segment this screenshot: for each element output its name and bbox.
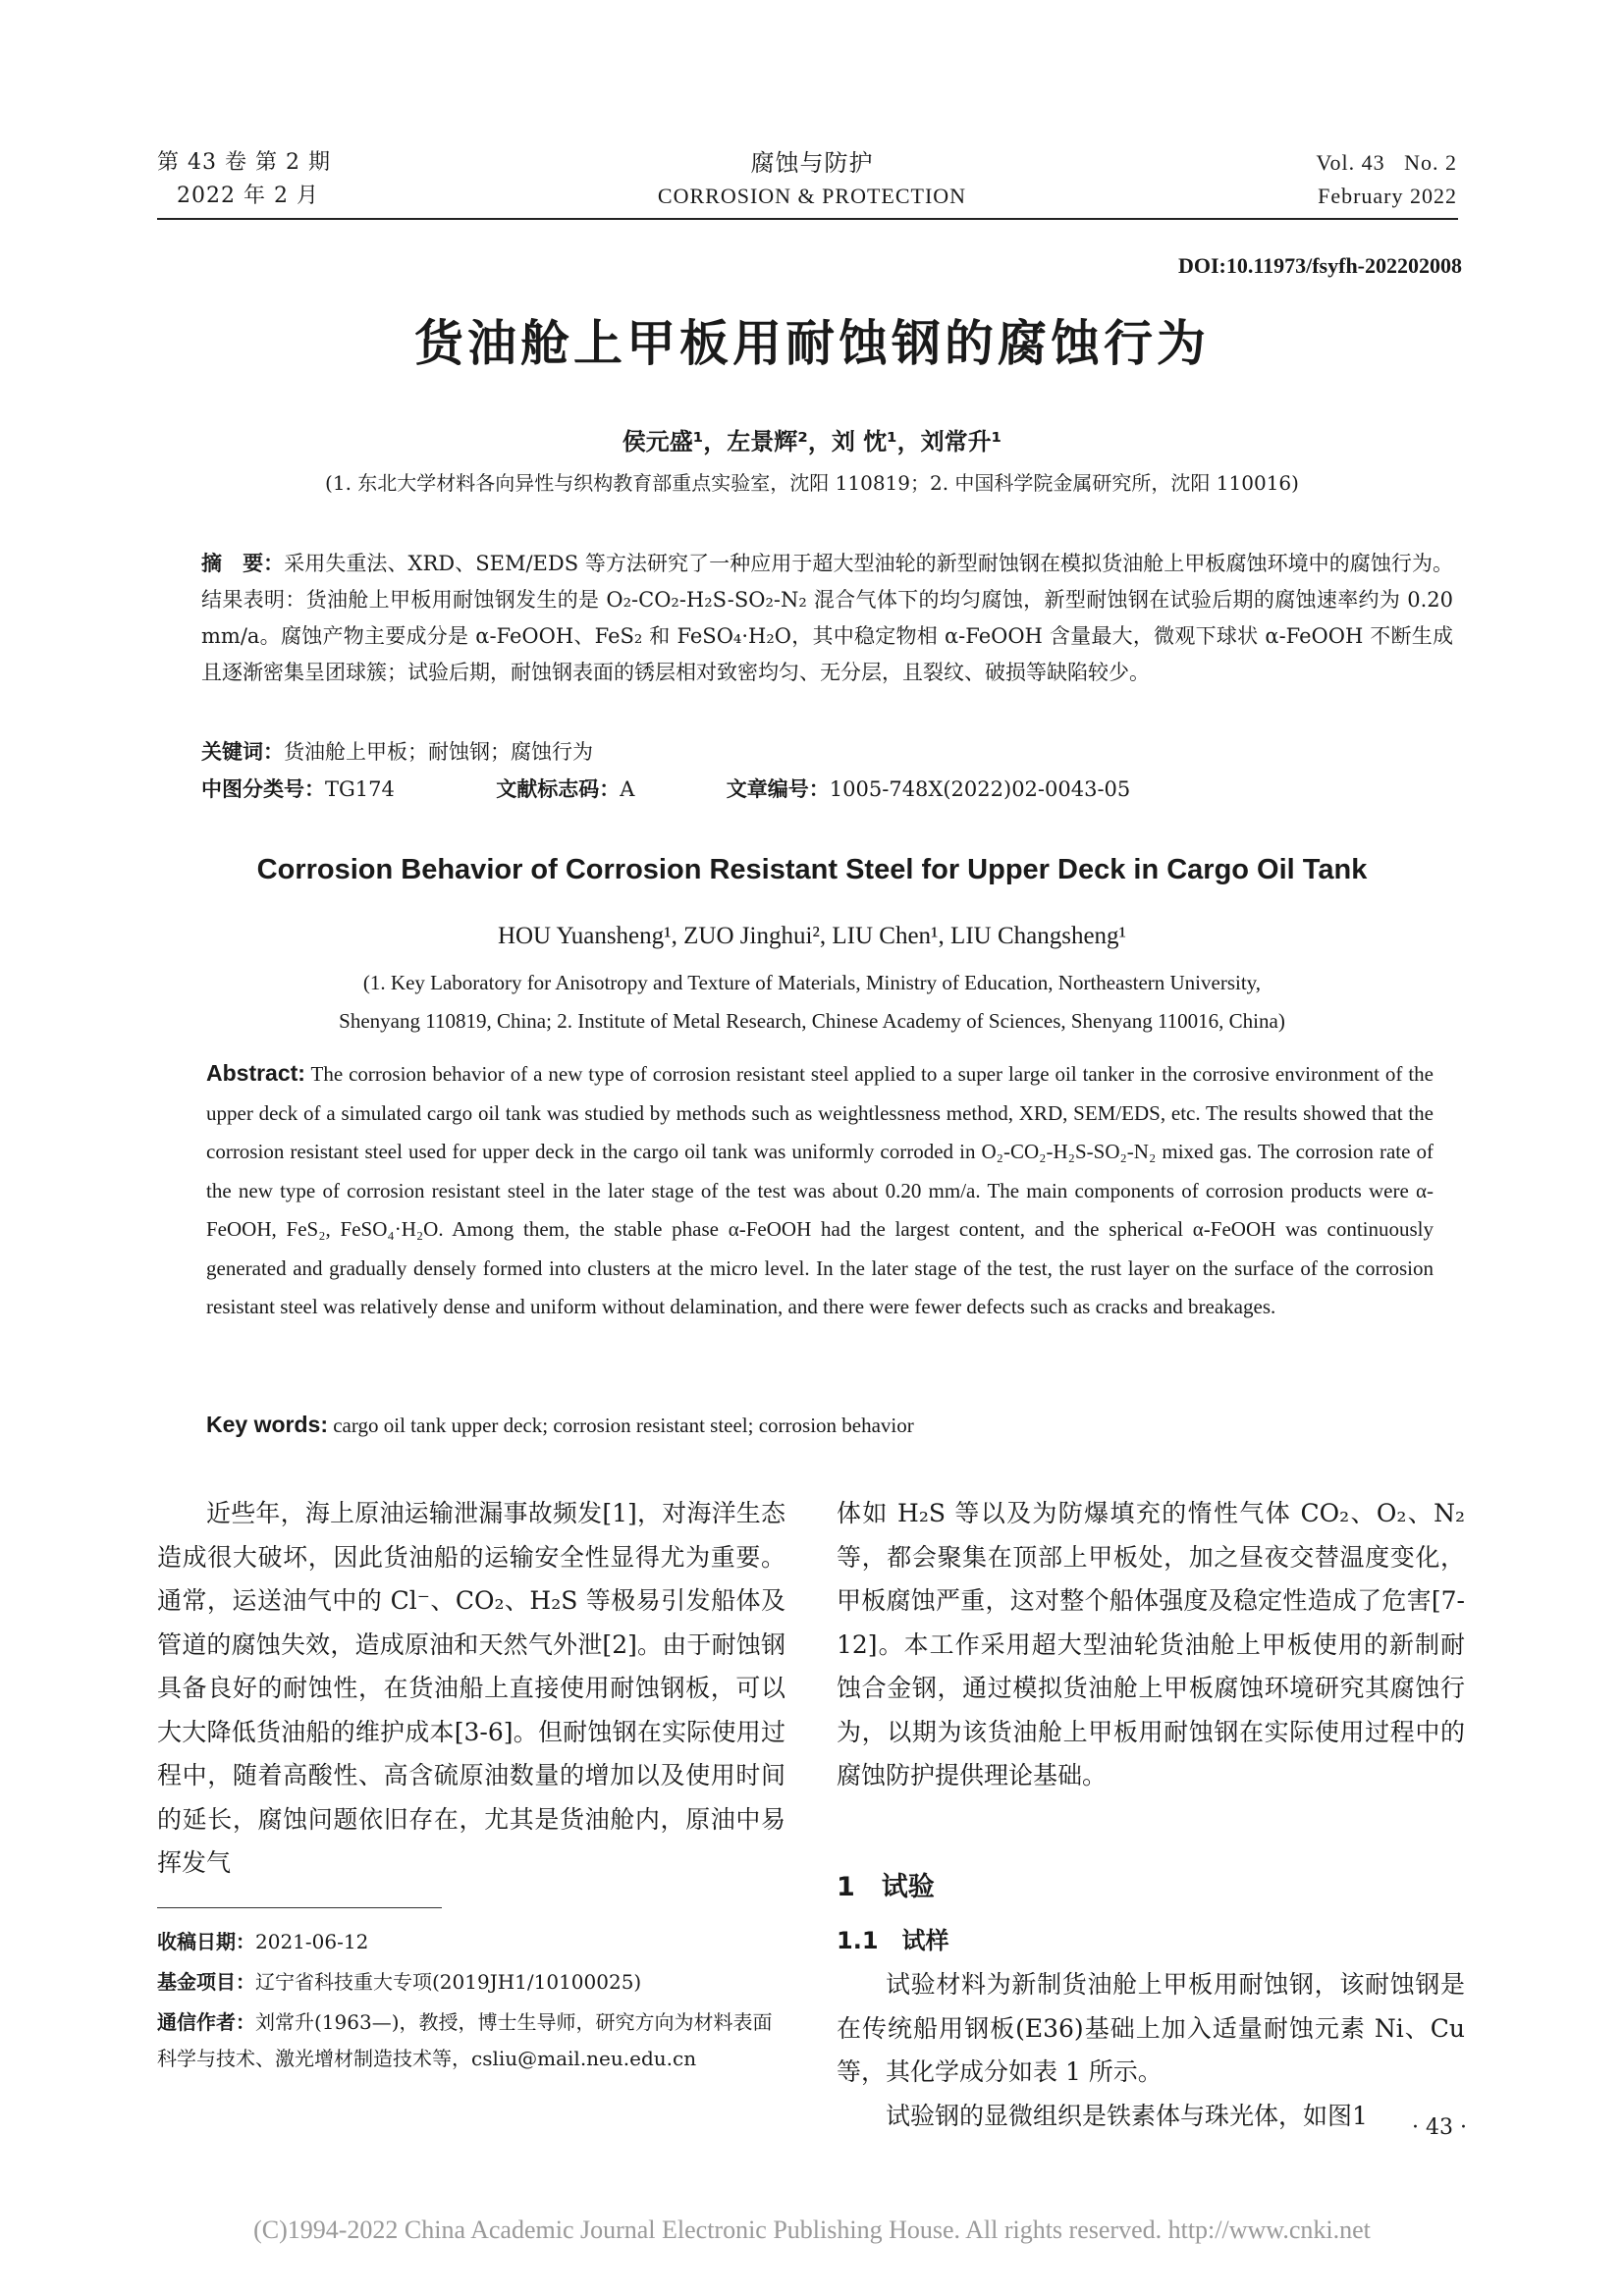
intro-paragraph-2: 体如 H₂S 等以及为防爆填充的惰性气体 CO₂、O₂、N₂ 等，都会聚集在顶部上甲板处，加之昼夜交替温度变化，甲板腐蚀严重，这对整个船体强度及稳定性造成了危害[7-12]。本工作采用超大型油轮货油舱上甲板使用的新制耐蚀合金钢，通过模拟货油舱上甲板腐蚀环境研究其腐蚀行为，以期为该货油舱上甲板用耐蚀钢在实际使用过程中的腐蚀防护提供理论基础。 [837,1499,1465,1789]
keywords-cn-label: 关键词： [201,740,284,764]
doc-code-label: 文献标志码： [496,777,621,801]
body-right-column [837,1492,1465,1798]
article-id-label: 文章编号： [726,777,830,801]
intro-paragraph-1: 近些年，海上原油运输泄漏事故频发[1]，对海洋生态造成很大破坏，因此货油船的运输安全性显得尤为重要。通常，运送油气中的 Cl⁻、CO₂、H₂S 等极易引发船体及管道的腐蚀失效，造成原油和天然气外泄[2]。由于耐蚀钢具备良好的耐蚀性，在货油船上直接使用耐蚀钢板，可以大大降低货油船的维护成本[3-6]。但耐蚀钢在实际使用过程中，随着高酸性、高含硫原油数量的增加以及使用时间的延长，腐蚀问题依旧存在，尤其是货油舱内，原油中易挥发气 [157,1499,785,1877]
abstract-en-text: The corrosion behavior of a new type of corrosion resistant steel applied to a super large oil tanker in the corrosive environment of the upper deck of a simulated cargo oil tank was studied by methods such as weightlessness method, XRD, SEM/EDS, etc. The results showed that the corrosion resistant steel used for upper deck in the cargo oil tank was uniformly corroded in O₂-CO₂-H₂S-SO₂-N₂ mixed gas. The corrosion rate of the new type of corrosion resistant steel in the later stage of the test was about 0.20 mm/a. The main components of corrosion products were α-FeOOH, FeS₂, FeSO₄·H₂O. Among them, the stable phase α-FeOOH had the largest content, and the spherical α-FeOOH was continuously generated and gradually densely formed into clusters at the micro level. In the later stage of the test, the rust layer on the surface of the corrosion resistant steel was relatively dense and uniform without delamination, and there were fewer defects such as cracks and breakages. [206,1062,1434,1318]
keywords-cn [201,734,1453,771]
classification [201,774,1453,803]
corresponding-label: 通信作者： [157,2010,255,2034]
footnote-received [157,1924,785,1960]
keywords-en [206,1406,1434,1446]
clc-label: 中图分类号： [201,777,325,801]
affiliation-en-line1: (1. Key Laboratory for Anisotropy and Texture of Materials, Ministry of Education, Northeastern University, [362,971,1262,994]
abstract-cn [201,546,1453,691]
specimen-text [837,1963,1465,2138]
body-left-column [157,1492,785,1886]
specimen-paragraph-2: 试验钢的显微组织是铁素体与珠光体，如图1 [886,2101,1368,2130]
authors-en: HOU Yuansheng¹, ZUO Jinghui², LIU Chen¹, LIU Changsheng¹ [497,923,1127,949]
authors-cn: 侯元盛¹，左景辉²，刘 忱¹，刘常升¹ [622,428,1002,455]
journal-volume: Vol. 43 No. 2 [1316,150,1457,175]
doi: DOI:10.11973/fsyfh-202202008 [1177,253,1462,278]
article-id-value: 1005-748X(2022)02-0043-05 [829,777,1131,801]
paper-title-en: Corrosion Behavior of Corrosion Resistant Steel for Upper Deck in Cargo Oil Tank [256,854,1368,885]
paper-title-cn: 货油舱上甲板用耐蚀钢的腐蚀行为 [414,315,1210,372]
keywords-en-text: cargo oil tank upper deck; corrosion resistant steel; corrosion behavior [327,1414,914,1437]
abstract-cn-label: 摘 要： [201,552,285,575]
abstract-en [206,1054,1434,1327]
section-1-1-heading: 1.1 试样 [837,1927,949,1954]
journal-name-en: CORROSION & PROTECTION [657,184,967,208]
abstract-cn-text: 采用失重法、XRD、SEM/EDS 等方法研究了一种应用于超大型油轮的新型耐蚀钢在模拟货油舱上甲板腐蚀环境中的腐蚀行为。结果表明：货油舱上甲板用耐蚀钢发生的是 O₂-CO₂-H₂S-SO₂-N₂ 混合气体下的均匀腐蚀，新型耐蚀钢在试验后期的腐蚀速率约为 0.20 mm/a。腐蚀产物主要成分是 α-FeOOH、FeS₂ 和 FeSO₄·H₂O，其中稳定物相 α-FeOOH 含量最大，微观下球状 α-FeOOH 不断生成且逐渐密集呈团球簇；试验后期，耐蚀钢表面的锈层相对致密均匀、无分层，且裂纹、破损等缺陷较少。 [201,552,1453,684]
affiliation-cn: (1. 东北大学材料各向异性与织构教育部重点实验室，沈阳 110819；2. 中国科学院金属研究所，沈阳 110016) [325,471,1299,495]
received-value: 2021-06-12 [255,1930,369,1953]
affiliation-en-line2: Shenyang 110819, China; 2. Institute of Metal Research, Chinese Academy of Sciences, Shenyang 110016, China) [339,1009,1285,1033]
keywords-cn-text: 货油舱上甲板；耐蚀钢；腐蚀行为 [284,740,593,764]
fund-label: 基金项目： [157,1970,255,1994]
doc-code-value: A [620,777,635,801]
keywords-en-label: Key words: [206,1412,328,1437]
journal-issue: 第 43 卷 第 2 期 [157,150,331,175]
corresponding-value: 刘常升(1963—)，教授，博士生导师，研究方向为材料表面科学与技术、激光增材制造技术等，csliu@mail.neu.edu.cn [157,2010,773,2070]
received-label: 收稿日期： [157,1930,255,1953]
footnote-corresponding [157,2004,785,2077]
specimen-paragraph-1: 试验材料为新制货油舱上甲板用耐蚀钢，该耐蚀钢是在传统船用钢板(E36)基础上加入适量耐蚀元素 Ni、Cu 等，其化学成分如表 1 所示。 [837,1970,1465,2086]
header-rule [157,218,1458,220]
clc-value: TG174 [325,777,395,801]
page-number: · 43 · [1412,2115,1467,2140]
journal-name-cn: 腐蚀与防护 [750,149,874,177]
footnote-rule [157,1907,442,1908]
copyright-notice: (C)1994-2022 China Academic Journal Electronic Publishing House. All rights reserved. http://www.cnki.net [253,2216,1371,2244]
abstract-en-label: Abstract: [206,1060,305,1086]
journal-month: February 2022 [1318,184,1457,208]
journal-date: 2022 年 2 月 [177,184,319,208]
fund-value: 辽宁省科技重大专项(2019JH1/10100025) [255,1970,642,1994]
section-1-heading: 1 试验 [837,1872,935,1902]
footnote-fund [157,1964,785,2001]
